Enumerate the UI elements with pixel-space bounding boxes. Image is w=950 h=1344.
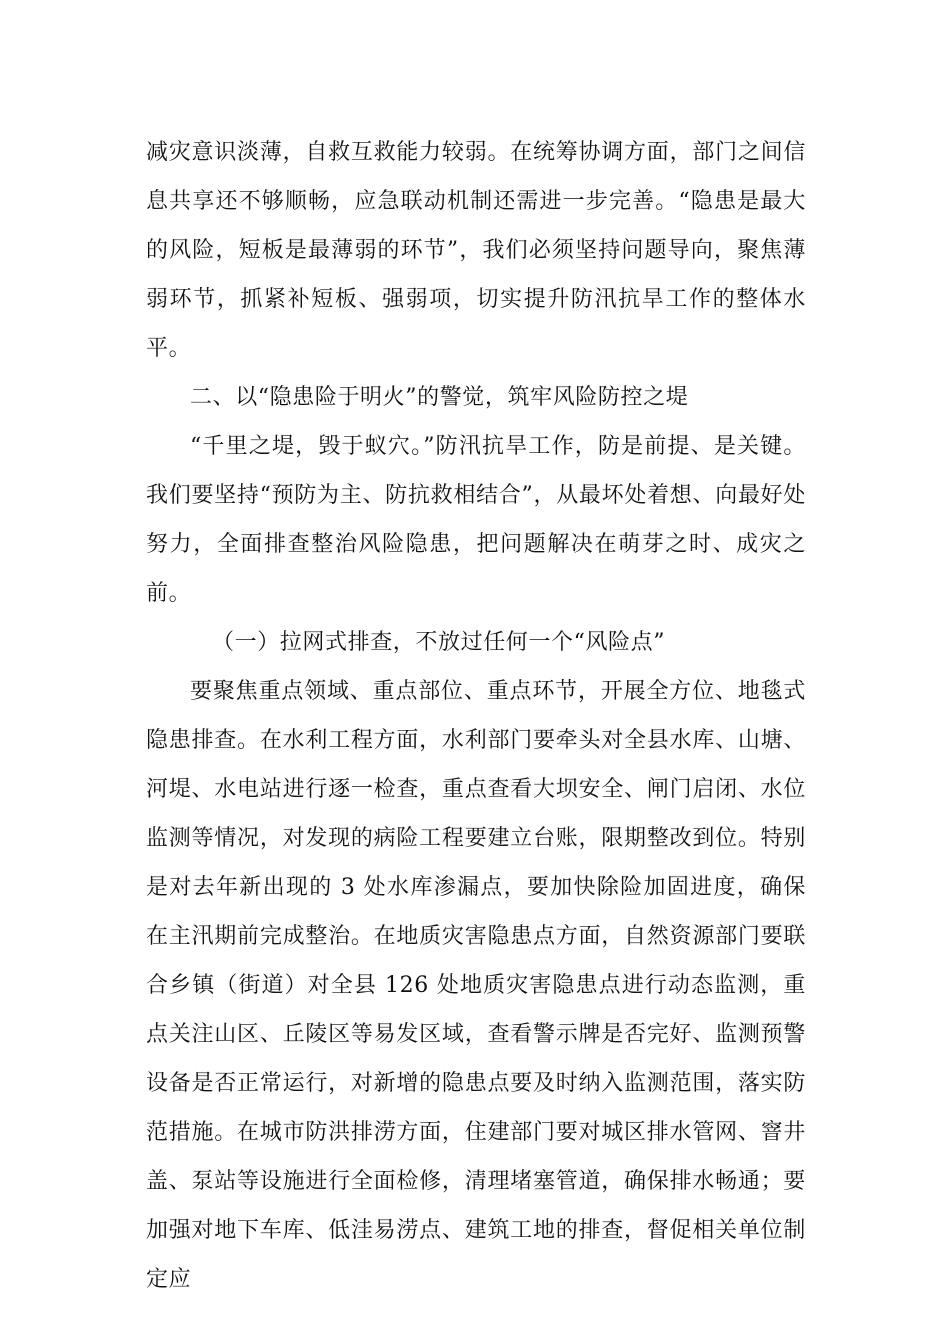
subsection-heading-one: （一）拉网式排查，不放过任何一个“风险点” (212, 630, 666, 655)
paragraph-shortcomings-continued: 减灾意识淡薄，自救互救能力较弱。在统筹协调方面，部门之间信息共享还不够顺畅，应急联动机制还需进一步完善。“隐患是最大的风险，短板是最薄弱的环节”，我们必须坚持问题导向，聚焦薄弱环节，抓紧补短板、强弱项，切实提升防汛抗旱工作的整体水平。 (146, 140, 806, 361)
section-heading-two: 二、以“隐患险于明火”的警觉，筑牢风险防控之堤 (190, 385, 689, 410)
paragraph-hazard-inspection: 要聚焦重点领域、重点部位、重点环节，开展全方位、地毯式隐患排查。在水利工程方面，水利部门要牵头对全县水库、山塘、河堤、水电站进行逐一检查，重点查看大坝安全、闸门启闭、水位监测等情况，对发现的病险工程要建立台账，限期整改到位。特别是对去年新出现的 3 处水库渗漏点，要加快除险加固进度，确保在主汛期前完成整治。在地质灾害隐患点方面，自然资源部门要联合乡镇（街道）对全县 126 处地质灾害隐患点进行动态监测，重点关注山区、丘陵区等易发区域，查看警示牌是否完好、监测预警设备是否正常运行，对新增的隐患点要及时纳入监测范围，落实防范措施。在城市防洪排涝方面，住建部门要对城区排水管网、窨井盖、泵站等设施进行全面检修，清理堵塞管道，确保排水畅通；要加强对地下车库、低洼易涝点、建筑工地的排查，督促相关单位制定应 (146, 679, 806, 1292)
paragraph-prevention-intro: “千里之堤，毁于蚁穴。”防汛抗旱工作，防是前提、是关键。我们要坚持“预防为主、防抗救相结合”，从最坏处着想、向最好处努力，全面排查整治风险隐患，把问题解决在萌芽之时、成灾之前。 (146, 434, 806, 606)
document-body (146, 128, 806, 1304)
